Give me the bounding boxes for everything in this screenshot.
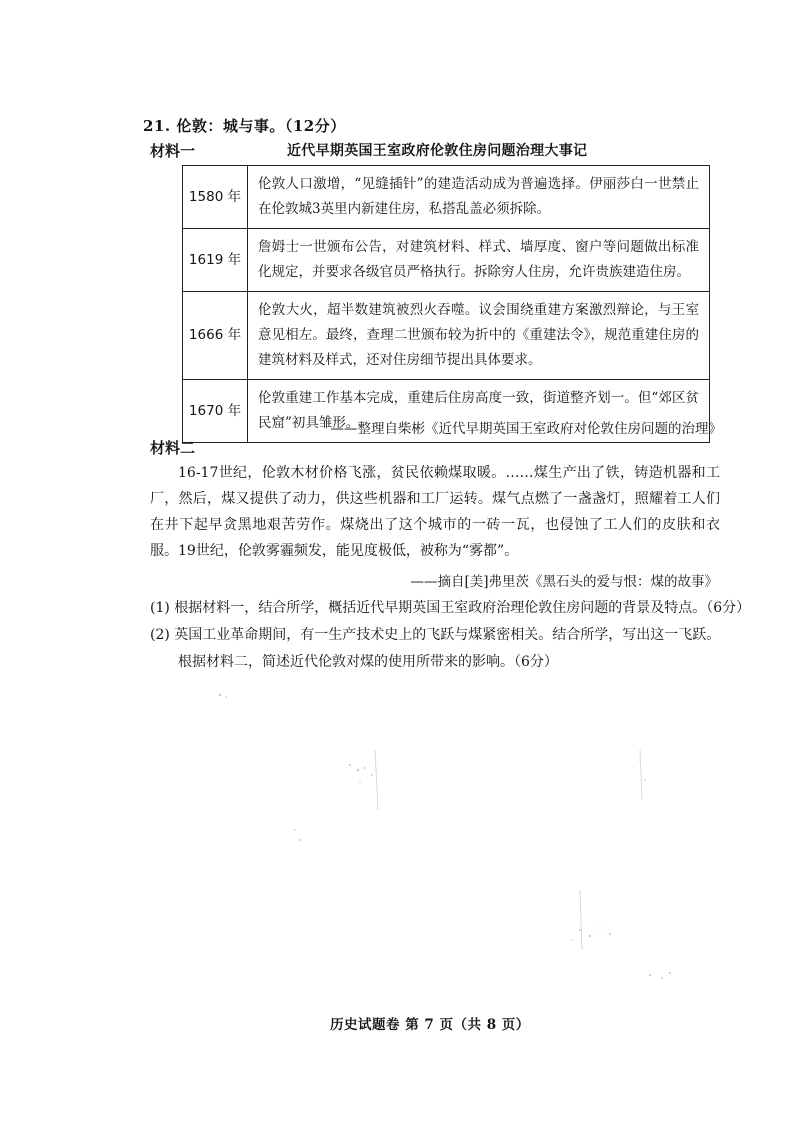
event-content: 伦敦人口激增，“见缝插针”的建造活动成为普遍选择。伊丽莎白一世禁止在伦敦城3英里内新建住房，私搭乱盖必须拆除。	[248, 166, 710, 229]
event-year: 1670 年	[183, 380, 248, 443]
table-row	[183, 166, 710, 229]
table-row	[183, 292, 710, 380]
event-year: 1619 年	[183, 229, 248, 292]
subquestion-1: (1) 根据材料一，结合所学，概括近代早期英国王室政府治理伦敦住房问题的背景及特点。（6分）	[150, 600, 751, 616]
material1-label: 材料一	[150, 142, 196, 160]
material2-text: 16-17世纪，伦敦木材价格飞涨，贫民依赖煤取暖。……煤生产出了铁，铸造机器和工厂，然后，煤又提供了动力，供这些机器和工厂运转。煤气点燃了一盏盏灯，照耀着工人们在井下起早贪黑地艰苦劳作。煤烧出了这个城市的一砖一瓦，也侵蚀了工人们的皮肤和衣服。19世纪，伦敦雾霾频发，能见度极低，被称为“雾都”。	[150, 465, 720, 559]
table-row	[183, 229, 710, 292]
material2-label: 材料二	[150, 439, 196, 457]
scan-noise	[200, 690, 690, 990]
events-table	[182, 165, 710, 443]
question-title: 21. 伦敦：城与事。（12分）	[143, 117, 346, 135]
material1-table-title: 近代早期英国王室政府伦敦住房问题治理大事记	[287, 143, 588, 159]
page-footer: 历史试题卷 第 7 页（共 8 页）	[330, 1017, 530, 1033]
event-year: 1666 年	[183, 292, 248, 380]
material2-source: ——摘自[美]弗里茨《黑石头的爱与恨：煤的故事》	[410, 574, 718, 590]
event-year: 1580 年	[183, 166, 248, 229]
subquestion-2-line2: 根据材料二，简述近代伦敦对煤的使用所带来的影响。（6分）	[178, 654, 558, 670]
event-content: 伦敦大火，超半数建筑被烈火吞噬。议会围绕重建方案激烈辩论，与王室意见相左。最终，查理二世颁布较为折中的《重建法令》，规范重建住房的建筑材料及样式，还对住房细节提出具体要求。	[248, 292, 710, 380]
event-content: 詹姆士一世颁布公告，对建筑材料、样式、墙厚度、窗户等问题做出标准化规定，并要求各级官员严格执行。拆除穷人住房，允许贵族建造住房。	[248, 229, 710, 292]
material1-source: ——整理自柴彬《近代早期英国王室政府对伦敦住房问题的治理》	[330, 421, 722, 437]
subquestion-2-line1: (2) 英国工业革命期间，有一生产技术史上的飞跃与煤紧密相关。结合所学，写出这一飞跃。	[150, 627, 721, 643]
event-content: 伦敦重建工作基本完成，重建后住房高度一致，街道整齐划一。但“郊区贫民窟”初具雏形。	[248, 380, 710, 443]
